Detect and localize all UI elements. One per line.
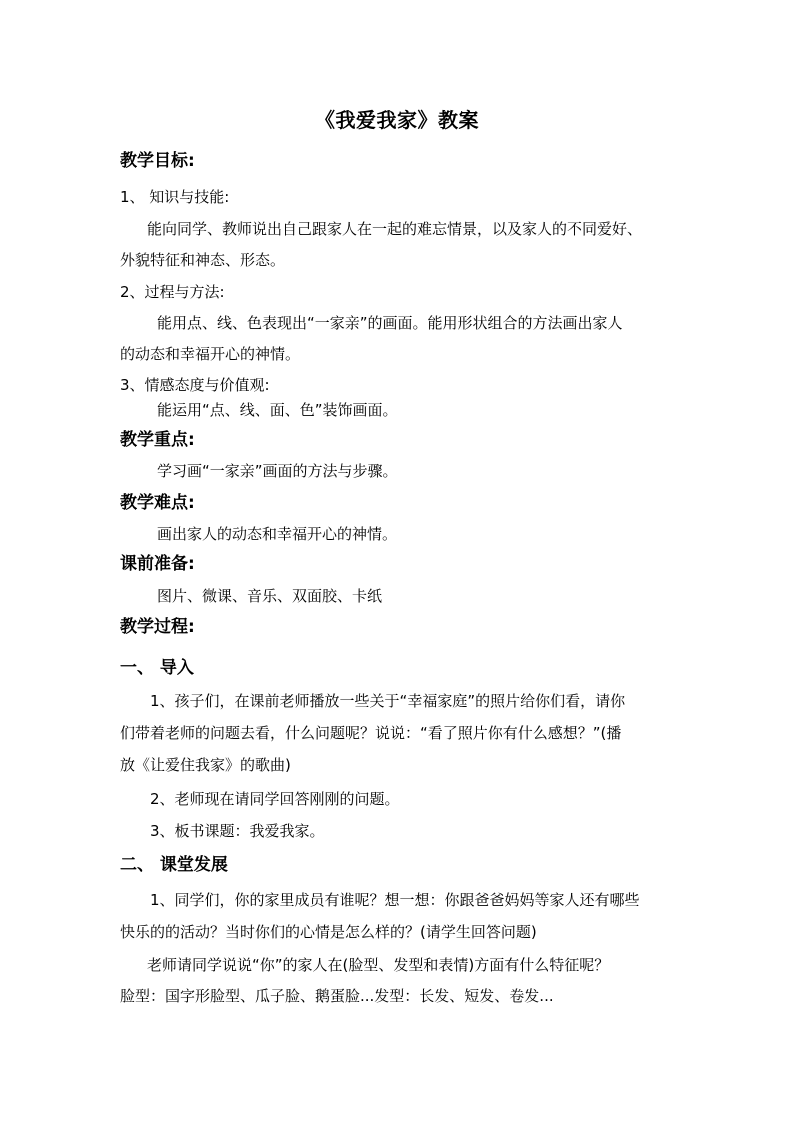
objective-2-label: 2、过程与方法: (120, 283, 225, 301)
objective-1-text-line-2: 外貌特征和神态、形态。 (120, 251, 286, 269)
document-title: 《我爱我家》教案 (315, 108, 479, 132)
difficulty-text: 画出家人的动态和幸福开心的神情。 (157, 525, 398, 543)
part-1-item-3: 3、板书课题：我爱我家。 (150, 822, 325, 840)
process-heading: 教学过程: (120, 617, 195, 637)
objective-2-text-line-2: 的动态和幸福开心的神情。 (120, 345, 301, 363)
objective-3-text-line-1: 能运用“点、线、面、色”装饰画面。 (157, 401, 398, 419)
part-1-item-1-line-1: 1、孩子们，在课前老师播放一些关于“幸福家庭”的照片给你们看，请你 (150, 692, 626, 710)
objective-1-text-line-1: 能向同学、教师说出自己跟家人在一起的难忘情景，以及家人的不同爱好、 (147, 220, 643, 238)
part-2-line-4: 脸型：国字形脸型、瓜子脸、鹅蛋脸...发型：长发、短发、卷发... (120, 987, 554, 1005)
objective-1-label: 1、 知识与技能: (120, 188, 230, 206)
objective-2-text-line-1: 能用点、线、色表现出“一家亲”的画面。能用形状组合的方法画出家人 (157, 314, 623, 332)
objectives-heading: 教学目标: (120, 151, 195, 171)
part-2-line-1: 1、同学们，你的家里成员有谁呢？想一想：你跟爸爸妈妈等家人还有哪些 (150, 891, 640, 909)
part-1-item-1-line-2: 们带着老师的问题去看，什么问题呢？说说：“看了照片你有什么感想？”(播 (120, 724, 622, 742)
part-1-heading: 一、 导入 (120, 658, 194, 678)
preparation-text: 图片、微课、音乐、双面胶、卡纸 (157, 587, 383, 605)
key-point-heading: 教学重点: (120, 430, 195, 450)
difficulty-heading: 教学难点: (120, 493, 195, 513)
part-1-item-1-line-3: 放《让爱住我家》的歌曲) (120, 756, 291, 774)
part-2-line-3: 老师请同学说说“你”的家人在(脸型、发型和表情)方面有什么特征呢？ (147, 956, 610, 974)
part-2-heading: 二、 课堂发展 (120, 855, 228, 875)
objective-3-label: 3、情感态度与价值观: (120, 376, 270, 394)
part-2-line-2: 快乐的的活动？当时你们的心情是怎么样的？(请学生回答问题) (120, 923, 537, 941)
part-1-item-2: 2、老师现在请同学回答刚刚的问题。 (150, 790, 400, 808)
key-point-text: 学习画“一家亲”画面的方法与步骤。 (157, 462, 398, 480)
preparation-heading: 课前准备: (120, 554, 195, 574)
